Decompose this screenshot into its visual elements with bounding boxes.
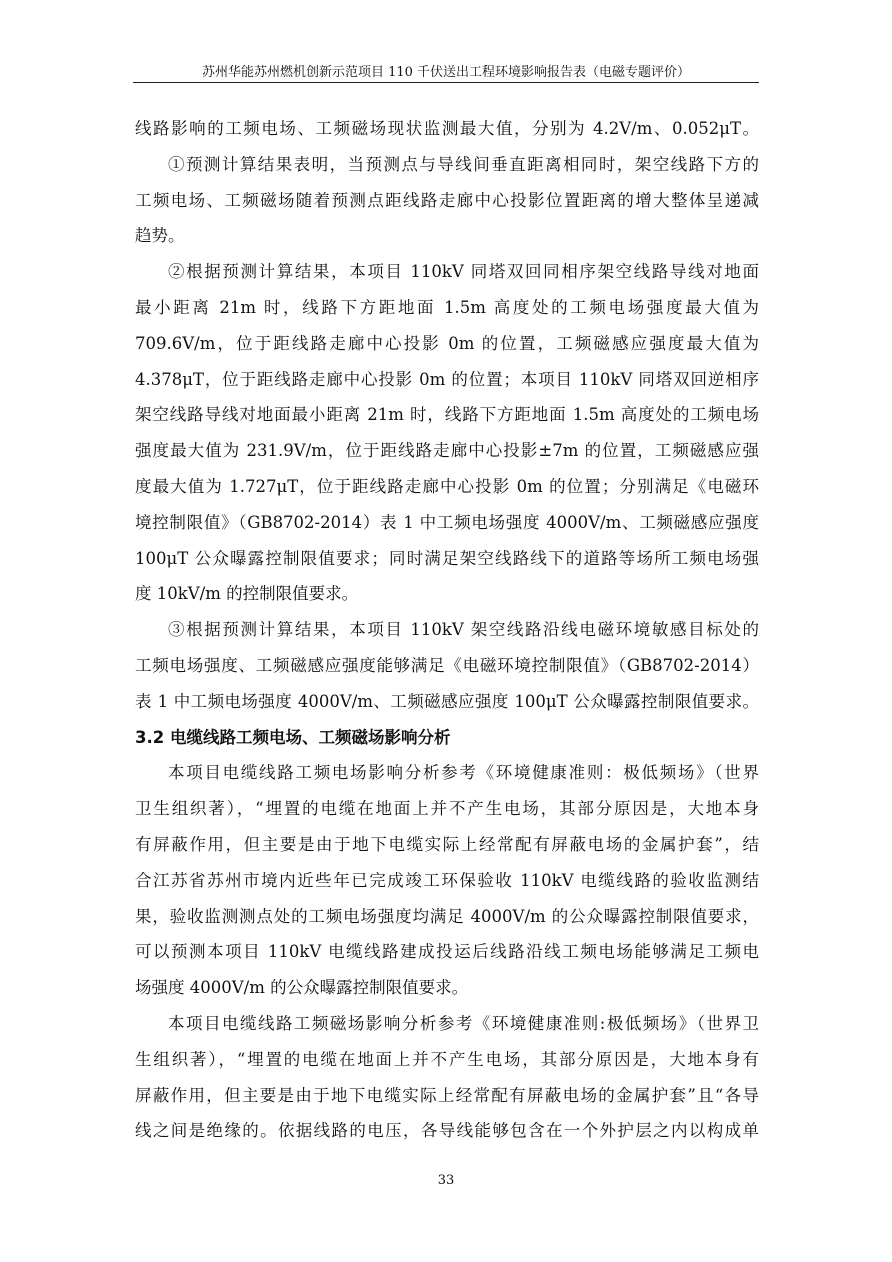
text-line: ②根据预测计算结果，本项目 110kV 同塔双回同相序架空线路导线对地面: [168, 262, 759, 282]
text-line: 工频电场强度、工频磁感应强度能够满足《电磁环境控制限值》（GB8702-2014）: [135, 655, 759, 675]
text-line: 架空线路导线对地面最小距离 21m 时，线路下方距地面 1.5m 高度处的工频电场: [135, 405, 759, 425]
text-line: 线之间是绝缘的。依据线路的电压，各导线能够包含在一个外护层之内以构成单: [135, 1121, 759, 1141]
text-line: 卫生组织著），“埋置的电缆在地面上并不产生电场，其部分原因是，大地本身: [135, 799, 759, 819]
text-line: 场强度 4000V/m 的公众曝露控制限值要求。: [135, 978, 469, 998]
document-body: [135, 111, 759, 1149]
text-line: 工频电场、工频磁场随着预测点距线路走廊中心投影位置距离的增大整体呈递减: [135, 190, 759, 210]
text-line: 本项目电缆线路工频电场影响分析参考《环境健康准则：极低频场》（世界: [168, 763, 759, 783]
text-line: 度 10kV/m 的控制限值要求。: [135, 584, 359, 604]
text-line: 生组织著），“埋置的电缆在地面上并不产生电场，其部分原因是，大地本身有: [135, 1049, 759, 1069]
text-line: 度最大值为 1.727μT，位于距线路走廊中心投影 0m 的位置；分别满足《电磁环: [135, 476, 759, 496]
text-line: 表 1 中工频电场强度 4000V/m、工频磁感应强度 100μT 公众曝露控制限值要求。: [135, 691, 759, 711]
text-line: 合江苏省苏州市境内近些年已完成竣工环保验收 110kV 电缆线路的验收监测结: [135, 870, 759, 890]
text-line: 果，验收监测测点处的工频电场强度均满足 4000V/m 的公众曝露控制限值要求，: [135, 906, 759, 926]
running-header: 苏州华能苏州燃机创新示范项目 110 千伏送出工程环境影响报告表（电磁专题评价）: [201, 65, 691, 80]
text-line: 趋势。: [135, 226, 185, 246]
text-line: 最小距离 21m 时，线路下方距地面 1.5m 高度处的工频电场强度最大值为: [135, 297, 759, 317]
text-line: ①预测计算结果表明，当预测点与导线间垂直距离相同时，架空线路下方的: [168, 154, 759, 174]
text-line: 100μT 公众曝露控制限值要求；同时满足架空线路线下的道路等场所工频电场强: [135, 548, 759, 568]
text-line: 境控制限值》（GB8702-2014）表 1 中工频电场强度 4000V/m、工频磁感应强度: [135, 512, 759, 532]
text-line: 4.378μT，位于距线路走廊中心投影 0m 的位置；本项目 110kV 同塔双回逆相序: [135, 369, 759, 389]
text-line: 线路影响的工频电场、工频磁场现状监测最大值，分别为 4.2V/m、0.052μT。: [135, 119, 759, 138]
text-line: 709.6V/m，位于距线路走廊中心投影 0m 的位置，工频磁感应强度最大值为: [135, 333, 759, 353]
text-line: 可以预测本项目 110kV 电缆线路建成投运后线路沿线工频电场能够满足工频电: [135, 942, 759, 962]
text-line: 本项目电缆线路工频磁场影响分析参考《环境健康准则:极低频场》（世界卫: [168, 1013, 759, 1033]
page-number: 33: [437, 1173, 455, 1188]
text-line: 有屏蔽作用，但主要是由于地下电缆实际上经常配有屏蔽电场的金属护套”，结: [135, 834, 759, 854]
text-line: ③根据预测计算结果，本项目 110kV 架空线路沿线电磁环境敏感目标处的: [168, 620, 759, 640]
text-line: 屏蔽作用，但主要是由于地下电缆实际上经常配有屏蔽电场的金属护套”且“各导: [135, 1085, 759, 1105]
section-heading: 3.2 电缆线路工频电场、工频磁场影响分析: [135, 727, 451, 747]
header-rule: [133, 82, 759, 83]
text-line: 强度最大值为 231.9V/m，位于距线路走廊中心投影±7m 的位置，工频磁感应强: [135, 441, 759, 461]
